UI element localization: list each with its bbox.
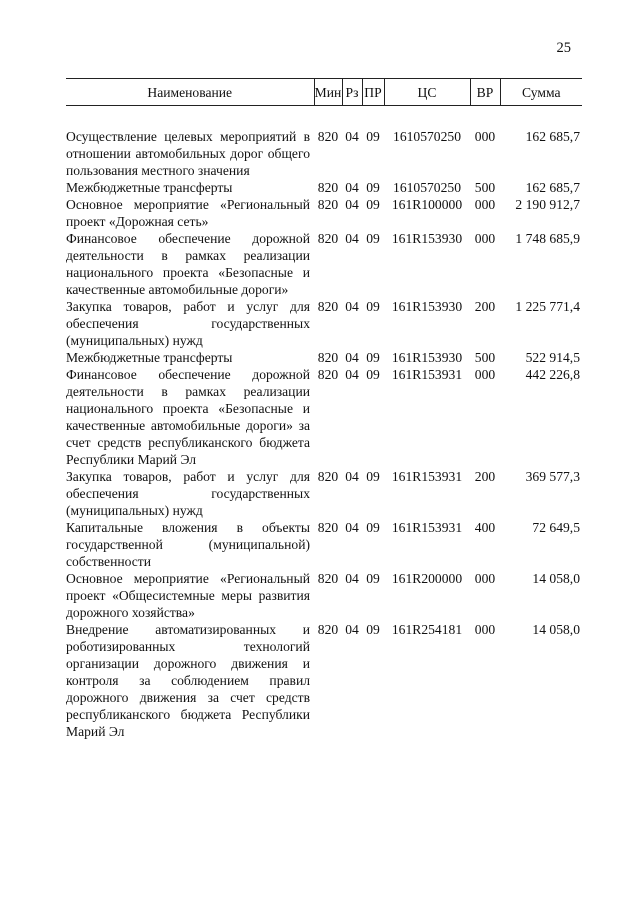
cell-name: Финансовое обеспечение дорожной деятельности в рамках реализации национального проекта «Безопасные и качественные автомобильные дороги» [66,231,310,297]
cell-vr: 500 [474,180,496,195]
cell-name: Межбюджетные трансферты [66,180,233,195]
cell-name: Закупка товаров, работ и услуг для обеспечения государственных (муниципальных) нужд [66,299,310,348]
cell-vr: 200 [474,299,496,314]
cell-name: Основное мероприятие «Региональный проект «Дорожная сеть» [66,197,310,229]
cell-rz: 04 [345,469,359,484]
budget-table-container [66,78,582,740]
cell-min: 820 [317,469,339,484]
cell-sum: 14 058,0 [532,571,580,586]
table-row [66,230,582,298]
cell-rz: 04 [345,197,359,212]
cell-vr: 200 [474,469,496,484]
cell-pr: 09 [366,367,380,382]
cell-cs: 1610570250 [393,129,461,144]
cell-sum: 1 225 771,4 [515,299,580,314]
cell-rz: 04 [345,299,359,314]
cell-name: Капитальные вложения в объекты государственной (муниципальной) собственности [66,520,310,569]
cell-sum: 442 226,8 [525,367,580,382]
cell-pr: 09 [366,350,380,365]
table-row [66,128,582,179]
header-min: Мин [314,79,342,106]
table-row [66,196,582,230]
cell-sum: 369 577,3 [525,469,580,484]
table-header [66,79,582,106]
header-cs: ЦС [384,79,470,106]
cell-sum: 14 058,0 [532,622,580,637]
cell-sum: 162 685,7 [525,129,580,144]
cell-sum: 162 685,7 [525,180,580,195]
table-row [66,621,582,740]
page-number: 25 [556,40,571,56]
cell-min: 820 [317,520,339,535]
cell-min: 820 [317,571,339,586]
cell-sum: 2 190 912,7 [515,197,580,212]
cell-cs: 161R153930 [391,299,463,314]
cell-sum: 1 748 685,9 [515,231,580,246]
table-row [66,298,582,349]
cell-cs: 161R100000 [391,197,463,212]
cell-rz: 04 [345,367,359,382]
cell-cs: 161R153931 [391,367,463,382]
cell-vr: 500 [474,350,496,365]
budget-table [66,78,582,740]
header-rz: Рз [342,79,362,106]
cell-min: 820 [317,350,339,365]
cell-cs: 161R200000 [391,571,463,586]
cell-pr: 09 [366,622,380,637]
cell-name: Внедрение автоматизированных и роботизированных технологий организации дорожного движения и контроля за соблюдением правил дорожного движения за счет средств республиканского бюджета Республики Марий Эл [66,622,310,739]
cell-min: 820 [317,197,339,212]
cell-name: Основное мероприятие «Региональный проект «Общесистемные меры развития дорожного хозяйства» [66,571,310,620]
cell-rz: 04 [345,571,359,586]
cell-pr: 09 [366,469,380,484]
cell-pr: 09 [366,180,380,195]
table-row [66,179,582,196]
cell-pr: 09 [366,129,380,144]
cell-rz: 04 [345,180,359,195]
cell-cs: 1610570250 [393,180,461,195]
table-row [66,366,582,468]
header-pr: ПР [362,79,384,106]
table-row [66,349,582,366]
cell-vr: 000 [474,129,496,144]
header-vr: ВР [470,79,500,106]
cell-cs: 161R153930 [391,231,463,246]
cell-pr: 09 [366,520,380,535]
cell-rz: 04 [345,350,359,365]
cell-min: 820 [317,180,339,195]
header-row [66,79,582,106]
table-body [66,106,582,741]
cell-name: Межбюджетные трансферты [66,350,233,365]
table-row [66,519,582,570]
cell-pr: 09 [366,197,380,212]
cell-cs: 161R153931 [391,520,463,535]
cell-sum: 72 649,5 [532,520,580,535]
cell-rz: 04 [345,129,359,144]
header-sum: Сумма [500,79,582,106]
cell-vr: 000 [474,622,496,637]
cell-name: Осуществление целевых мероприятий в отношении автомобильных дорог общего пользования местного значения [66,129,310,178]
cell-min: 820 [317,231,339,246]
cell-vr: 000 [474,571,496,586]
header-spacer [66,106,582,129]
cell-name: Финансовое обеспечение дорожной деятельности в рамках реализации национального проекта «Безопасные и качественные автомобильные дороги» за счет средств республиканского бюджета Республики Марий Эл [66,367,310,467]
cell-min: 820 [317,299,339,314]
cell-name: Закупка товаров, работ и услуг для обеспечения государственных (муниципальных) нужд [66,469,310,518]
cell-pr: 09 [366,299,380,314]
cell-sum: 522 914,5 [525,350,580,365]
header-name: Наименование [66,79,314,106]
cell-pr: 09 [366,231,380,246]
cell-min: 820 [317,367,339,382]
cell-min: 820 [317,622,339,637]
cell-pr: 09 [366,571,380,586]
cell-vr: 000 [474,231,496,246]
cell-min: 820 [317,129,339,144]
cell-vr: 000 [474,367,496,382]
cell-rz: 04 [345,231,359,246]
table-row [66,570,582,621]
table-row [66,468,582,519]
cell-vr: 400 [474,520,496,535]
cell-cs: 161R254181 [391,622,463,637]
cell-rz: 04 [345,520,359,535]
cell-cs: 161R153931 [391,469,463,484]
cell-rz: 04 [345,622,359,637]
cell-cs: 161R153930 [391,350,463,365]
cell-vr: 000 [474,197,496,212]
